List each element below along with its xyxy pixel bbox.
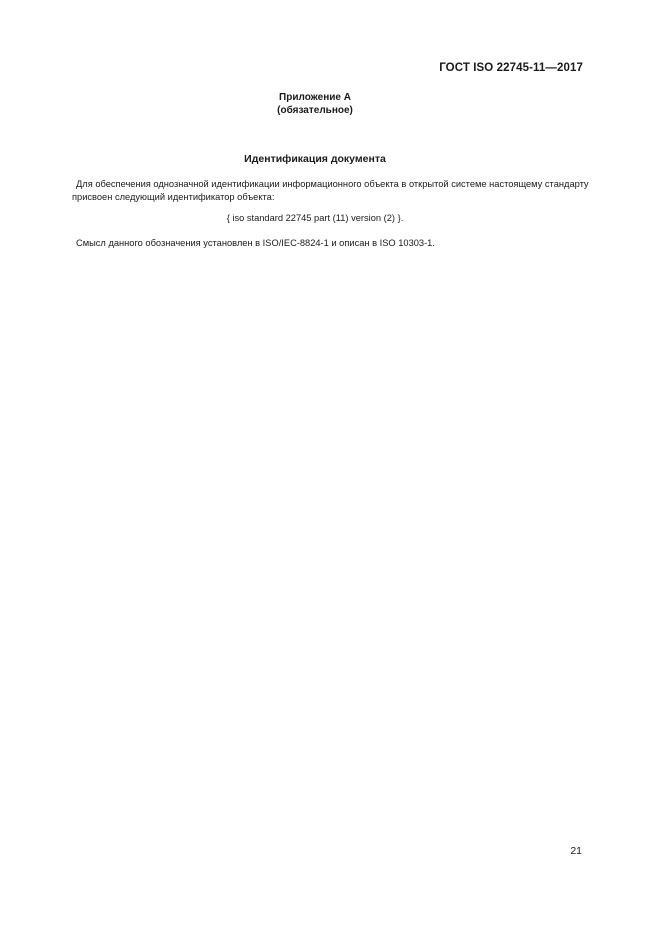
annex-title: Приложение А bbox=[279, 92, 351, 103]
document-code-header: ГОСТ ISO 22745-11—2017 bbox=[439, 62, 583, 74]
paragraph-identification: Для обеспечения однозначной идентификации информационного объекта в открытой системе настоящему стандарту присвоен следующий идентификатор объекта: bbox=[72, 179, 589, 202]
section-title: Идентификация документа bbox=[244, 153, 386, 165]
page-number: 21 bbox=[570, 845, 582, 857]
paragraph-meaning: Смысл данного обозначения установлен в ISO/IEC-8824-1 и описан в ISO 10303-1. bbox=[76, 238, 435, 248]
object-identifier: { iso standard 22745 part (11) version (2) }. bbox=[226, 213, 404, 223]
annex-status: (обязательное) bbox=[277, 105, 353, 116]
annex-heading bbox=[0, 91, 630, 117]
